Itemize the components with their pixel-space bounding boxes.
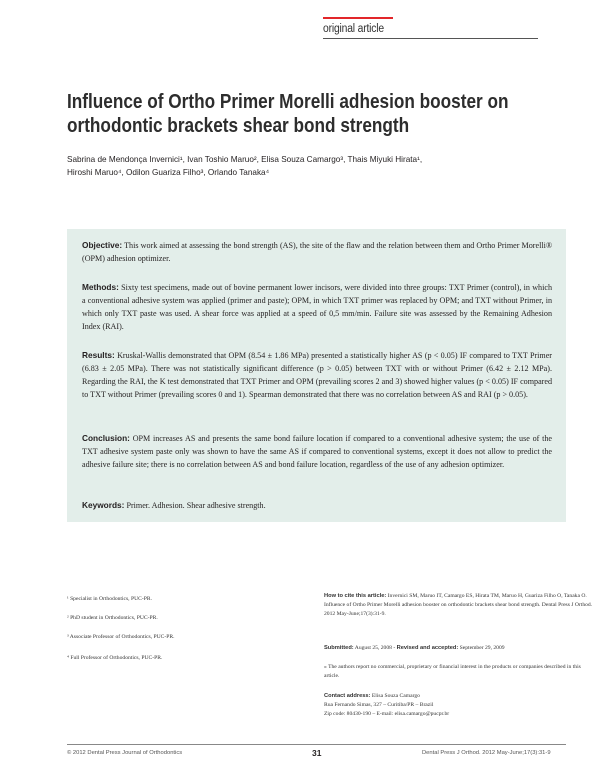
contact-name: Elisa Souza Camargo	[371, 693, 420, 699]
abstract-results	[82, 349, 552, 402]
abstract-objective	[82, 239, 552, 266]
citation-label: How to cite this article:	[324, 593, 387, 599]
keywords-label: Keywords:	[82, 500, 125, 510]
methods-label: Methods:	[82, 282, 119, 292]
affiliation-2: ² PhD student in Orthodontics, PUC-PR.	[67, 615, 158, 621]
header-divider	[323, 38, 538, 39]
accepted-label: Revised and accepted:	[396, 645, 459, 651]
authors-line-2: Hiroshi Maruo⁴, Odilon Guariza Filho³, Orlando Tanaka⁴	[67, 167, 270, 177]
affiliation-3: ³ Associate Professor of Orthodontics, PUC-PR.	[67, 634, 175, 640]
contact-address: Rua Fernando Simas, 327 – Curitiba/PR – Brazil	[324, 702, 434, 708]
citation-text: Invernici SM, Maruo IT, Camargo ES, Hirata TM, Maruo H, Guariza Filho O, Tanaka O. Influence of Ortho Primer Morelli adhesion booster on orthodontic brackets shear bond strength. Dental Press J Orthod. 2012 May-June;17(3):31-9.	[324, 593, 593, 617]
submitted-date: August 25, 2008 -	[354, 645, 396, 651]
abstract-conclusion	[82, 432, 552, 472]
contact-zip-email: Zip code: 80430-190 – E-mail: elisa.camargo@pucpr.br	[324, 711, 450, 717]
accepted-date: September 29, 2009	[459, 645, 505, 651]
conclusion-text: OPM increases AS and presents the same bond failure location if compared to a conventional adhesive system; the use of the TXT adhesive system paste only was shown to have the same AS if compared to conventional systems, except it does not allow to predict the adhesive failure site; there is no correlation between AS and bond failure location, regardless of the use of any adhesion optimizer.	[82, 434, 552, 469]
conclusion-label: Conclusion:	[82, 433, 130, 443]
methods-text: Sixty test specimens, made out of bovine permanent lower incisors, were divided into three groups: TXT Primer (control), in which a conventional adhesive system was applied (primer and paste); OPM, in which TXT primer was replaced by OPM; and TXT without Primer, in which only TXT paste was used. A shear force was applied at a speed of 0,5 mm/min. Failure site was assessed by the Remaining Adhesion Index (RAI).	[82, 283, 552, 331]
abstract-keywords	[82, 499, 552, 513]
contact-label: Contact address:	[324, 693, 371, 699]
article-title: Influence of Ortho Primer Morelli adhesion booster on orthodontic brackets shear bond strength	[67, 91, 509, 137]
header-accent-rule	[323, 17, 393, 19]
submitted-label: Submitted:	[324, 645, 354, 651]
footer-copyright: © 2012 Dental Press Journal of Orthodontics	[67, 750, 183, 756]
submission-info	[324, 644, 594, 653]
footer-divider	[67, 744, 566, 745]
affiliation-4: ⁴ Full Professor of Orthodontics, PUC-PR.	[67, 655, 163, 661]
abstract-methods	[82, 281, 552, 334]
page-number: 31	[312, 748, 322, 758]
citation-block	[324, 592, 594, 619]
author-list	[67, 154, 567, 179]
footer-journal-citation: Dental Press J Orthod. 2012 May-June;17(3):31-9	[422, 750, 551, 756]
objective-text: This work aimed at assessing the bond strength (AS), the site of the flaw and the relation between them and Ortho Primer Morelli® (OPM) adhesion optimizer.	[82, 241, 552, 263]
results-label: Results:	[82, 350, 115, 360]
authors-line-1: Sabrina de Mendonça Invernici¹, Ivan Toshio Maruo², Elisa Souza Camargo³, Thais Miyuki Hirata¹,	[67, 155, 423, 164]
contact-block	[324, 692, 594, 719]
keywords-text: Primer. Adhesion. Shear adhesive strength.	[126, 501, 266, 510]
results-text: Kruskal-Wallis demonstrated that OPM (8.54 ± 1.86 MPa) presented a statistically higher AS (p < 0.05) IF compared to TXT Primer (6.83 ± 2.05 MPa). There was not statistically significant difference (p > 0.05) between TXT with or without Primer (6.42 ± 2.12 MPa). Regarding the RAI, the K test demonstrated that TXT Primer and OPM (prevailing scores 2 and 3) showed higher values (p < 0.05) IF compared to TXT without Primer (prevailing scores 0 and 1). Spearman demonstrated that there was no correlation between AS and RAI (p > 0.05).	[82, 351, 552, 399]
objective-label: Objective:	[82, 240, 123, 250]
disclosure-note: » The authors report no commercial, proprietary or financial interest in the products or companies described in this article.	[324, 664, 581, 679]
section-label: original article	[323, 23, 384, 35]
affiliation-1: ¹ Specialist in Orthodontics, PUC-PR.	[67, 596, 152, 602]
